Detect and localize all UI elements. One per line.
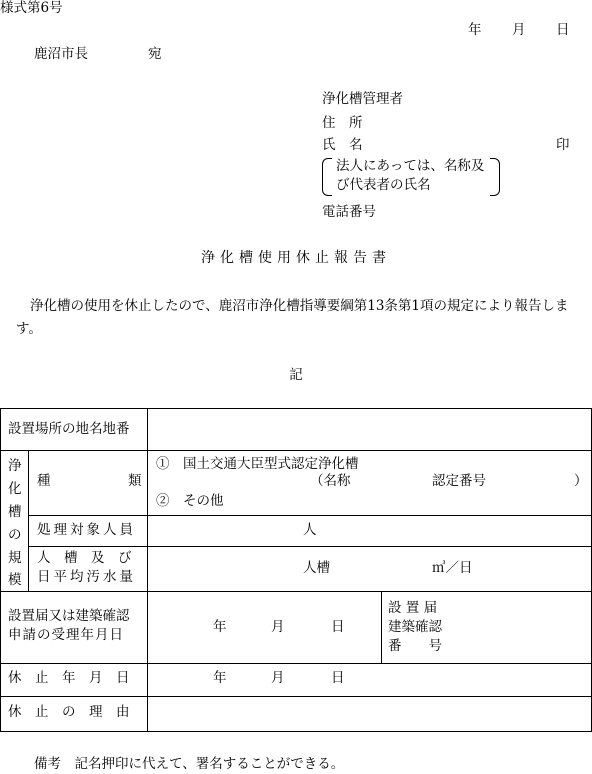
capacity-unit: 人	[303, 522, 317, 538]
table-rule	[0, 731, 592, 732]
capacity-label: 処理対象人員	[37, 522, 136, 538]
type-option-1-close: ）	[574, 473, 588, 489]
corporation-note-line2: び代表者の氏名	[336, 177, 431, 193]
date-month: 月	[512, 22, 526, 38]
ki-heading: 記	[289, 367, 303, 383]
name-label: 氏 名	[322, 137, 363, 153]
table-rule	[0, 450, 592, 451]
type-option-1-cert: 認定番号	[432, 473, 486, 489]
body-text: 浄化槽の使用を休止したので、鹿沼市浄化槽指導要綱第13条第1項の規定により報告します。	[16, 298, 569, 337]
flow-unit-volume: ㎥／日	[432, 560, 473, 576]
corporation-note-line1: 法人にあっては、名称及	[336, 158, 485, 174]
form-number: 様式第6号	[0, 0, 63, 16]
scale-group-char: 模	[8, 572, 22, 588]
table-rule	[28, 515, 592, 516]
type-label: 類	[128, 473, 142, 489]
table-rule	[0, 591, 592, 592]
type-label: 種	[37, 473, 51, 489]
receipt-year: 年	[213, 619, 227, 635]
suspend-day: 日	[331, 670, 345, 686]
table-rule	[0, 696, 592, 697]
scale-group-char: 化	[8, 481, 22, 497]
date-day: 日	[556, 22, 570, 38]
right-bracket	[490, 158, 500, 196]
receipt-side-line2: 建築確認	[388, 619, 442, 635]
scale-group-char: 浄	[8, 458, 22, 474]
table-rule	[28, 450, 29, 591]
table-rule	[0, 663, 592, 664]
flow-label-line1: 人 槽 及 び	[37, 550, 132, 566]
left-bracket	[322, 158, 332, 196]
table-rule	[0, 408, 1, 732]
receipt-label-line1: 設置届又は建築確認	[8, 608, 130, 624]
suspend-date-label: 休 止 年 月 日	[8, 670, 130, 686]
table-rule	[147, 408, 148, 732]
location-label: 設置場所の地名地番	[8, 421, 130, 437]
report-table	[0, 408, 592, 732]
suspend-month: 月	[271, 670, 285, 686]
seal-mark: 印	[556, 137, 570, 153]
flow-label-line2: 日平均汚水量	[37, 569, 136, 585]
corporation-note	[322, 158, 500, 196]
document-title: 浄化槽使用休止報告書	[201, 250, 391, 266]
flow-unit-people: 人槽	[303, 560, 330, 576]
remarks-note: 備考 記名押印に代えて、署名することができる。	[34, 756, 345, 772]
scale-group-char: 規	[8, 550, 22, 566]
addressee: 鹿沼市長	[34, 46, 88, 62]
table-rule	[0, 408, 592, 409]
suspend-reason-label: 休 止 の 理 由	[8, 704, 130, 720]
receipt-day: 日	[331, 619, 345, 635]
type-option-1: ① 国土交通大臣型式認定浄化槽	[156, 456, 359, 472]
address-label: 住 所	[322, 115, 363, 131]
phone-label: 電話番号	[322, 204, 376, 220]
type-option-1-name: （名称	[310, 473, 351, 489]
receipt-side-line3: 番 号	[388, 638, 442, 654]
addressee-suffix: 宛	[148, 46, 162, 62]
table-rule	[381, 591, 382, 663]
scale-group-char: 槽	[8, 504, 22, 520]
date-year: 年	[468, 22, 482, 38]
receipt-side-line1: 設 置 届	[388, 600, 438, 616]
table-rule	[28, 546, 592, 547]
suspend-year: 年	[213, 670, 227, 686]
receipt-month: 月	[271, 619, 285, 635]
scale-group-char: の	[8, 527, 22, 543]
receipt-label-line2: 申請の受理年月日	[8, 627, 124, 643]
type-option-2: ② その他	[156, 493, 224, 509]
applicant-role: 浄化槽管理者	[322, 91, 403, 107]
